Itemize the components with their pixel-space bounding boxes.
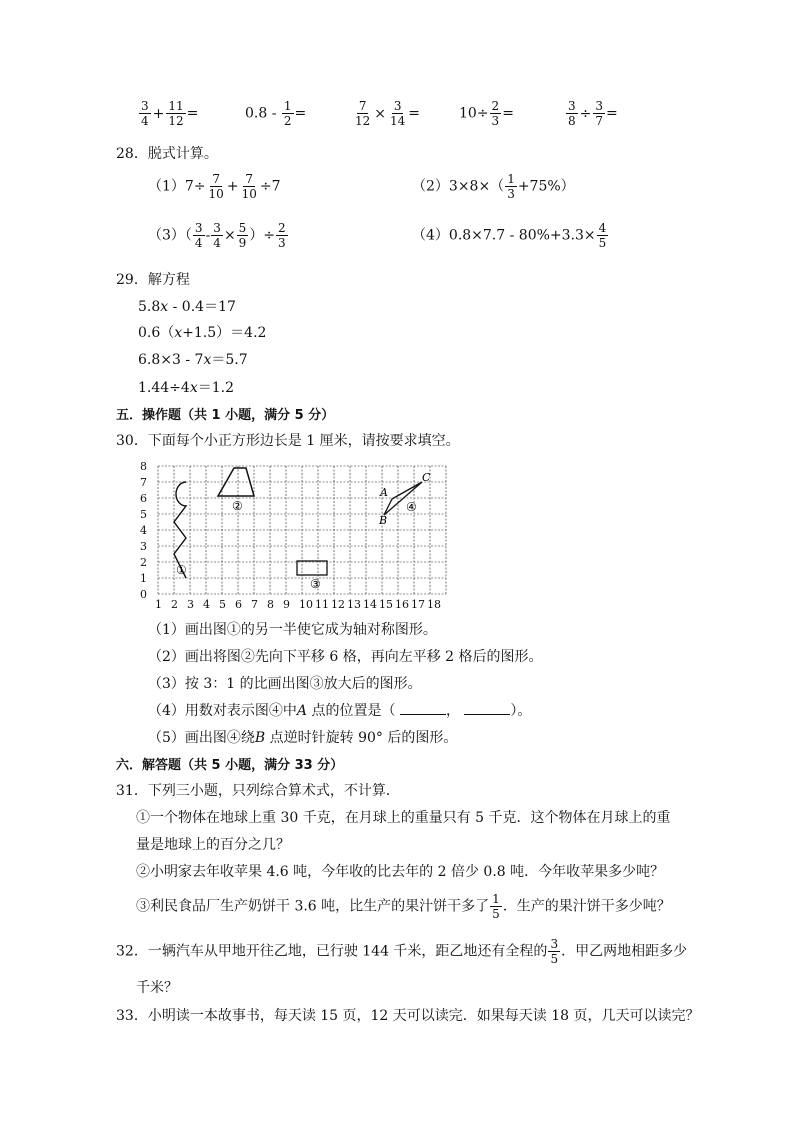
point-b-label: B [379, 514, 388, 527]
x-axis-label: 13 [347, 598, 361, 610]
q30-sub-3: （3）按 3：1 的比画出图③放大后的图形。 [148, 676, 422, 692]
point-c-label: C [422, 471, 431, 484]
x-axis-label: 9 [283, 598, 290, 610]
q32-line1: 32．一辆汽车从甲地开往乙地，已行驶 144 千米，距乙地还有全程的 $\frac{3}{5}$ ．甲乙两地相距多少 [116, 937, 688, 966]
x-axis-label: 4 [203, 598, 210, 610]
x-axis-label: 2 [171, 598, 178, 610]
shape-3-rectangle [297, 561, 327, 575]
q28-title: 28．脱式计算。 [116, 146, 218, 162]
x-axis-label: 1 [155, 598, 162, 610]
x-axis-label: 14 [363, 598, 377, 610]
x-axis-label: 7 [251, 598, 258, 610]
calc-item-1: $\frac{3}{4}$ + $\frac{11}{12}$ = [141, 99, 199, 128]
calc-item-3: $\frac{7}{12}$ × $\frac{3}{14}$ = [355, 99, 421, 128]
q28-part4: （4）0.8×7.7 - 80%+3.3× $\frac{4}{5}$ [412, 221, 607, 250]
y-axis-label: 3 [140, 540, 147, 553]
x-axis-label: 11 [315, 598, 329, 610]
shape-4-label: ④ [406, 500, 417, 514]
q32-line2: 千米？ [136, 980, 178, 996]
y-axis-label: 8 [140, 460, 147, 473]
q30-sub-4: （4）用数对表示图④中A 点的位置是（ ， ）。 [148, 703, 532, 719]
q28-part2: （2）3×8×（ $\frac{1}{3}$ +75%） [412, 172, 575, 201]
y-axis-label: 5 [140, 508, 147, 521]
q31-title: 31．下列三小题，只列综合算术式，不计算． [116, 783, 400, 799]
y-axis-label: 2 [140, 556, 147, 569]
q30-sub-2: （2）画出将图②先向下平移 6 格，再向左平移 2 格后的图形。 [148, 649, 543, 665]
x-axis-label: 15 [379, 598, 393, 610]
equation-4: 1.44÷4x＝1.2 [138, 380, 234, 396]
y-axis-label: 1 [140, 572, 147, 585]
x-axis-label: 18 [427, 598, 441, 610]
x-axis-label: 6 [235, 598, 242, 610]
x-axis-label: 10 [299, 598, 313, 610]
q31-item-1-line2: 量是地球上的百分之几？ [136, 837, 290, 853]
x-axis-label: 3 [187, 598, 194, 610]
equation-1: 5.8x - 0.4＝17 [138, 299, 236, 315]
equation-3: 6.8×3 - 7x＝5.7 [138, 352, 248, 368]
x-axis-label: 8 [267, 598, 274, 610]
shape-1-label: ① [176, 563, 187, 577]
section-5-heading: 五．操作题（共 1 小题，满分 5 分） [116, 408, 335, 423]
shape-3-label: ③ [310, 577, 321, 591]
q30-sub-5: （5）画出图④绕B 点逆时针旋转 90° 后的图形。 [148, 730, 458, 746]
answer-blank-2[interactable] [464, 702, 510, 715]
x-axis-label: 17 [411, 598, 425, 610]
grid-figure [130, 458, 450, 610]
y-axis-label: 6 [140, 492, 147, 505]
calc-item-2: 0.8 - $\frac{1}{2}$ = [245, 99, 307, 128]
q28-part1: （1）7÷ $\frac{7}{10}$ + $\frac{7}{10}$ ÷7 [148, 172, 281, 201]
answer-blank-1[interactable] [400, 702, 446, 715]
shape-2-label: ② [232, 499, 243, 513]
q33: 33．小明读一本故事书，每天读 15 页，12 天可以读完．如果每天读 18 页，几天可以读完？ [116, 1008, 700, 1024]
q30-sub-1: （1）画出图①的另一半使它成为轴对称图形。 [148, 622, 437, 638]
y-axis-label: 7 [140, 476, 147, 489]
y-axis-label: 4 [140, 524, 147, 537]
q31-item-3: ③利民食品厂生产奶饼干 3.6 吨，比生产的果汁饼干多了 $\frac{1}{5}$ ．生产的果汁饼干多少吨？ [136, 892, 671, 921]
q31-item-2: ②小明家去年收苹果 4.6 吨，今年收的比去年的 2 倍少 0.8 吨．今年收苹果多少吨？ [136, 864, 665, 880]
calc-item-5: $\frac{3}{8}$ ÷ $\frac{3}{7}$ = [568, 99, 618, 128]
y-axis-label: 0 [140, 588, 147, 601]
section-6-heading: 六．解答题（共 5 小题，满分 33 分） [116, 758, 344, 773]
point-a-label: A [380, 486, 388, 499]
q29-title: 29．解方程 [116, 272, 190, 288]
q28-part3: （3）（ $\frac{3}{4}$ - $\frac{3}{4}$ × $\frac{5}{9}$ ）÷ $\frac{2}{3}$ [148, 221, 286, 250]
x-axis-label: 16 [395, 598, 409, 610]
q30-title: 30．下面每个小正方形边长是 1 厘米，请按要求填空。 [116, 433, 460, 449]
calc-item-4: 10÷ $\frac{2}{3}$ = [459, 99, 514, 128]
x-axis-label: 5 [219, 598, 226, 610]
q31-item-1-line1: ①一个物体在地球上重 30 千克，在月球上的重量只有 5 千克．这个物体在月球上的重 [136, 810, 671, 826]
x-axis-label: 12 [331, 598, 345, 610]
equation-2: 0.6（x+1.5）＝4.2 [138, 325, 267, 341]
